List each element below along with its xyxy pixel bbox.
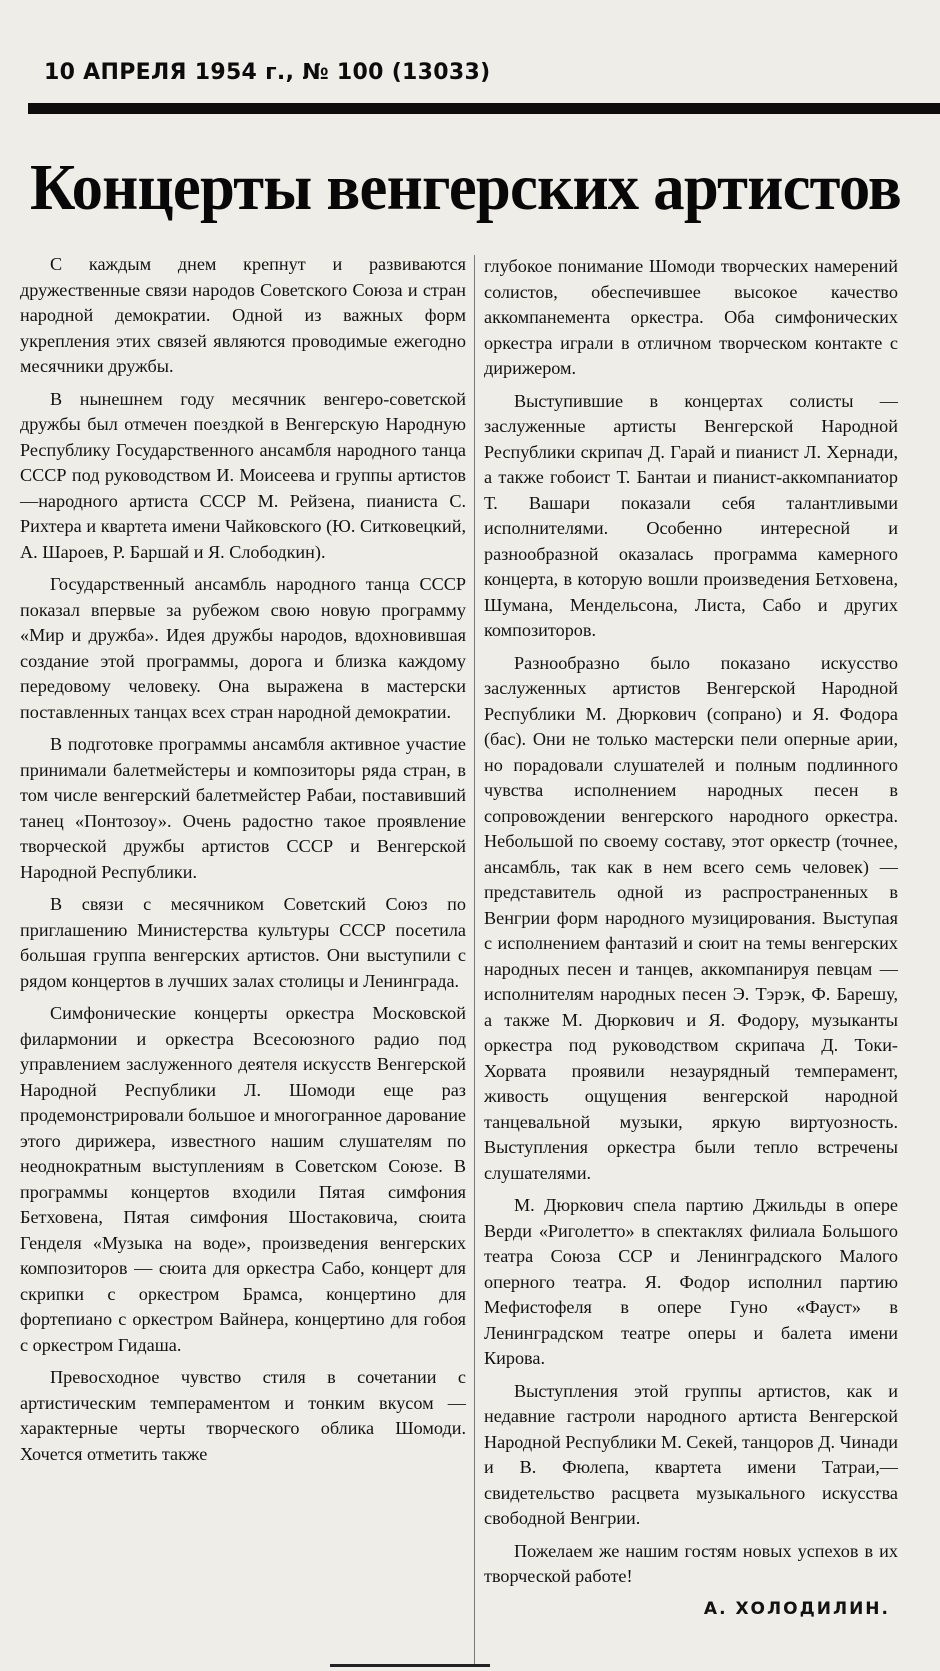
paragraph: Пожелаем же нашим гостям новых успехов в их творческой работе! xyxy=(484,1540,898,1586)
bottom-rule xyxy=(330,1664,490,1667)
paragraph: В связи с месячником Советский Союз по приглашению Министерства культуры СССР посетила большая группа венгерских артистов. Они выступили с рядом концертов в лучших залах столицы и Ленинграда. xyxy=(20,894,466,991)
paragraph: Симфонические концерты оркестра Московской филармонии и оркестра Всесоюзного радио под управлением заслуженного деятеля искусств Венгерской Народной Республики Л. Шомоди еще раз продемонстрировали большое и многогранное дарование этого дирижера, известного нашим слушателям по неоднократным выступлениям в Советском Союзе. В программы концертов входили Пятая симфония Бетховена, Пятая симфония Шостаковича, сюита Генделя «Музыка на воде», произведения венгерских композиторов — сюита для оркестра Сабо, концерт для скрипки с оркестром Брамса, концертино для фортепиано с оркестром Вайнера, концертино для гобоя с оркестром Гидаша. xyxy=(20,1003,466,1355)
column-divider xyxy=(474,255,475,1665)
paragraph: Разнообразно было показано искусство заслуженных артистов Венгерской Народной Республики М. Дюркович (сопрано) и Я. Фодора (бас). Они не только мастерски пели оперные арии, но порадовали слушателей и полным подлинного чувства исполнением народных песен в сопровождении венгерского народного оркестра. Небольшой по своему составу, этот оркестр (точнее, ансамбль, так как в нем всего семь человек) — представитель одной из распространенных в Венгрии форм народного музицирования. Выступая с исполнением фантазий и сюит на темы венгерских народных песен и танцев, аккомпанируя певцам — исполнителям народных песен Э. Тэрэк, Ф. Барешу, а также М. Дюркович и Я. Фодору, музыканты оркестра под руководством скрипача Д. Токи-Хорвата проявили незаурядный темперамент, живость ощущения венгерской народной танцевальной музыки, яркую виртуозность. Выступления оркестра были тепло встречены слушателями. xyxy=(484,652,898,1183)
paragraph: Превосходное чувство стиля в сочетании с артистическим темпераментом и тонким вкусом — характерные черты творческого облика Шомоди. Хочется отметить также xyxy=(20,1367,466,1464)
paragraph: С каждым днем крепнут и развиваются дружественные связи народов Советского Союза и стран народной демократии. Одной из важных форм укрепления этих связей являются проводимые ежегодно месячники дружбы. xyxy=(20,254,466,376)
article-column-left xyxy=(20,252,466,1474)
paragraph: Государственный ансамбль народного танца СССР показал впервые за рубежом свою новую программу «Мир и дружба». Идея дружбы народов, вдохновившая создание этой программы, дорога и близка каждому передовому человеку. Она выражена в мастерски поставленных танцах всех стран народной демократии. xyxy=(20,574,466,722)
dateline: 10 АПРЕЛЯ 1954 г., № 100 (13033) xyxy=(44,60,491,85)
paragraph: М. Дюркович спела партию Джильды в опере Верди «Риголетто» в спектаклях филиала Большого театра Союза ССР и Ленинградского Малого оперного театра. Я. Фодор исполнил партию Мефистофеля в опере Гуно «Фауст» в Ленинградском театре оперы и балета имени Кирова. xyxy=(484,1195,898,1368)
author-signature: А. ХОЛОДИЛИН. xyxy=(703,1598,890,1619)
article-column-right xyxy=(484,254,898,1629)
paragraph: В подготовке программы ансамбля активное участие принимали балетмейстеры и композиторы ряда стран, в том числе венгерский балетмейстер Рабаи, поставивший танец «Понтозоу». Очень радостно такое проявление творческой дружбы артистов СССР и Венгерской Народной Республики. xyxy=(20,734,466,882)
article-title: Концерты венгерских артистов xyxy=(30,151,902,224)
header-rule xyxy=(28,103,940,114)
paragraph: В нынешнем году месячник венгеро-советской дружбы был отмечен поездкой в Венгерскую Народную Республику Государственного ансамбля народного танца СССР под руководством И. Моисеева и группы артистов—народного артиста СССР М. Рейзена, пианиста С. Рихтера и квартета имени Чайковского (Ю. Ситковецкий, А. Шароев, Р. Баршай и Я. Слободкин). xyxy=(20,388,466,562)
paragraph: Выступления этой группы артистов, как и недавние гастроли народного артиста Венгерской Народной Республики М. Секей, танцоров Д. Чинади и В. Фюлепа, квартета имени Татраи,— свидетельство расцвета музыкального искусства свободной Венгрии. xyxy=(484,1380,898,1528)
paragraph: глубокое понимание Шомоди творческих намерений солистов, обеспечившее высокое качество аккомпанемента оркестра. Оба симфонических оркестра играли в отличном творческом контакте с дирижером. xyxy=(484,256,898,378)
paragraph: Выступившие в концертах солисты — заслуженные артисты Венгерской Народной Республики скрипач Д. Гарай и пианист Л. Хернади, а также гобоист Т. Бантаи и пианист-аккомпаниатор Т. Вашари показали себя талантливыми исполнителями. Особенно интересной и разнообразной оказалась программа камерного концерта, в которую вошли произведения Бетховена, Шумана, Мендельсона, Листа, Сабо и других композиторов. xyxy=(484,390,898,640)
